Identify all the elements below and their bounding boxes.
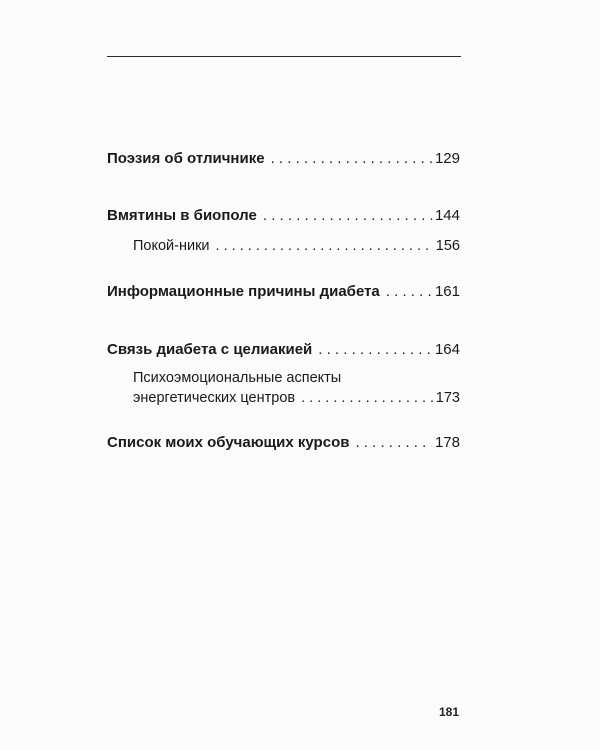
- header-rule: [107, 56, 461, 57]
- toc-entry-title: Информационные причины диабета: [107, 283, 380, 300]
- page-number: 181: [439, 705, 460, 719]
- toc-entry-page: 129: [434, 150, 460, 167]
- toc-subentry-psychoemotional-line1[interactable]: Психоэмоциональные аспекты: [133, 370, 342, 386]
- toc-entry-title: энергетических центров: [133, 390, 296, 406]
- dot-leader: [355, 434, 432, 452]
- toc-entry-title: Поэзия об отличнике: [107, 150, 265, 167]
- toc-entry-page: 144: [434, 207, 460, 224]
- toc-entry-training-courses[interactable]: [107, 434, 460, 452]
- toc-entry-biofield-dents[interactable]: [107, 207, 460, 225]
- dot-leader: [271, 150, 432, 168]
- toc-entry-page: 173: [435, 390, 460, 406]
- dot-leader: [386, 283, 432, 301]
- toc-entry-poetry-excellent-student[interactable]: [107, 150, 460, 168]
- dot-leader: [216, 237, 433, 255]
- toc-entry-title: Вмятины в биополе: [107, 207, 257, 224]
- toc-subentry-energy-centers[interactable]: [133, 389, 460, 407]
- toc-entry-diabetes-info-causes[interactable]: [107, 283, 460, 301]
- toc-entry-diabetes-celiac[interactable]: [107, 341, 460, 359]
- toc-entry-page: 164: [434, 341, 460, 358]
- toc-entry-page: 156: [435, 238, 460, 254]
- dot-leader: [263, 207, 432, 225]
- toc-subentry-pokoiniki[interactable]: [133, 237, 460, 255]
- toc-entry-page: 161: [434, 283, 460, 300]
- toc-entry-title: Список моих обучающих курсов: [107, 434, 350, 451]
- toc-entry-title: Покой-ники: [133, 238, 210, 254]
- toc-entry-title: Связь диабета с целиакией: [107, 341, 313, 358]
- toc-entry-page: 178: [434, 434, 460, 451]
- dot-leader: [301, 389, 433, 407]
- dot-leader: [318, 341, 432, 359]
